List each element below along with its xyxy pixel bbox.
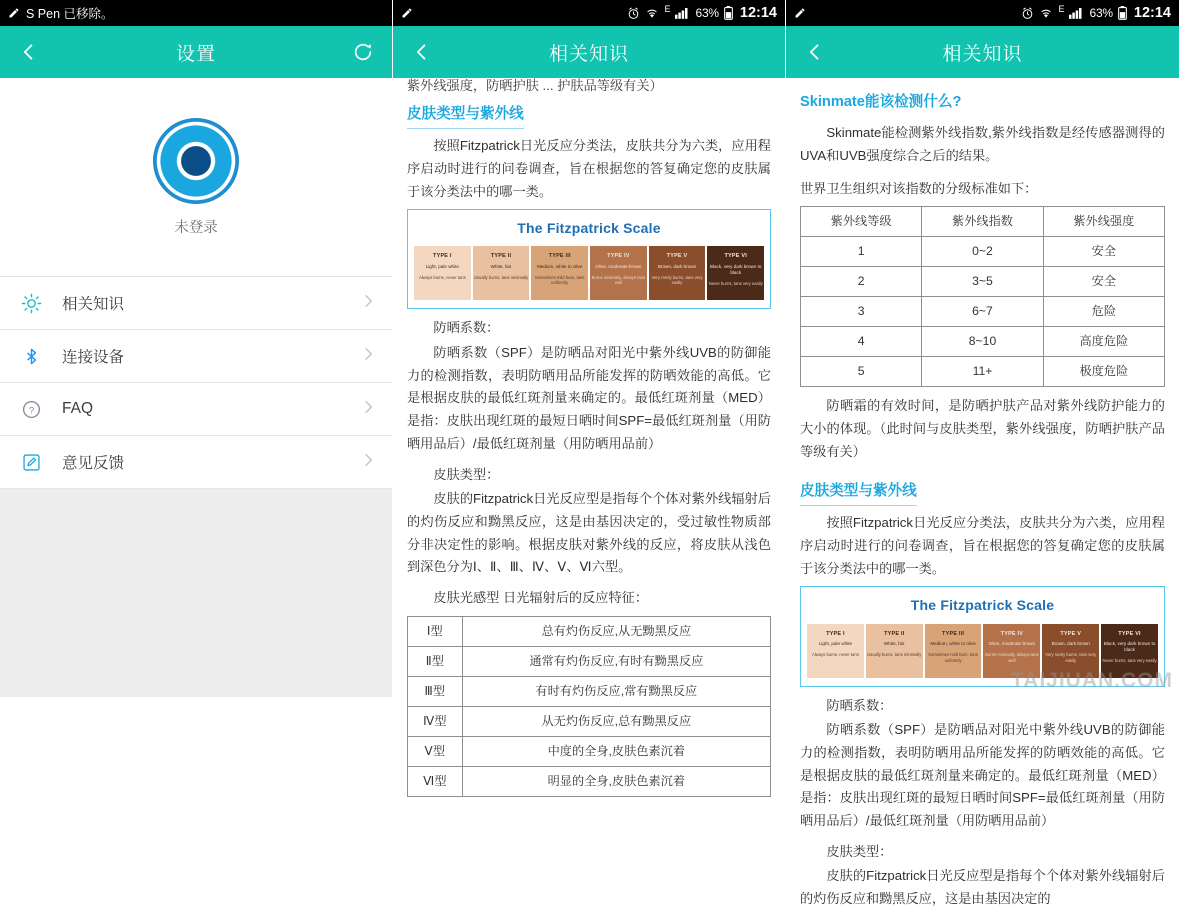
signal-icon xyxy=(1069,7,1084,19)
label-spf: 防晒系数： xyxy=(433,320,500,336)
cell-strength: 安全 xyxy=(1043,237,1164,267)
cell-desc: 中度的全身,皮肤色素沉着 xyxy=(462,736,770,766)
settings-menu xyxy=(0,277,392,489)
swatch-type-label: TYPE VI xyxy=(1118,630,1141,637)
swatch-type-label: TYPE IV xyxy=(607,253,630,260)
swatch-type-1 xyxy=(414,246,471,300)
swatch-type-label: TYPE III xyxy=(548,253,571,260)
label-skin-type: 皮肤类型： xyxy=(826,843,893,859)
wifi-icon xyxy=(1039,7,1053,19)
sidebar-item-connect-device[interactable] xyxy=(0,330,392,383)
table-caption: 皮肤光感型 日光辐射后的反应特征： xyxy=(433,590,649,606)
status-bar-3 xyxy=(786,0,1179,26)
swatch-type-label: TYPE V xyxy=(666,253,688,260)
svg-text:?: ? xyxy=(28,404,34,416)
swatch-desc: Very rarely burns, tans very easily xyxy=(651,274,703,286)
article-content-2[interactable] xyxy=(393,78,785,788)
battery-percent: 63% xyxy=(1089,6,1113,20)
swatch-sub-label: Black, very dark brown to black xyxy=(709,263,762,275)
chevron-left-icon xyxy=(19,42,39,62)
swatch-type-label: TYPE I xyxy=(826,630,845,637)
cell-strength: 高度危险 xyxy=(1043,327,1164,357)
cell-type: Ⅱ型 xyxy=(408,646,463,676)
column-header-level: 紫外线等级 xyxy=(801,207,922,237)
wifi-icon xyxy=(645,7,659,19)
sidebar-item-label: 相关知识 xyxy=(62,296,125,313)
sun-icon xyxy=(18,293,44,314)
app-bar-knowledge xyxy=(393,26,785,78)
empty-area xyxy=(0,489,392,697)
login-status-label: 未登录 xyxy=(174,219,218,236)
uv-index-table xyxy=(800,206,1165,387)
swatch-type-5 xyxy=(649,246,706,300)
swatch-desc: Sometimes mild burn, tans uniformly xyxy=(928,652,978,663)
question-icon xyxy=(18,399,44,420)
sidebar-item-knowledge[interactable] xyxy=(0,277,392,330)
swatch-sub-label: Medium, white to olive xyxy=(536,263,583,269)
swatch-desc: Burns minimally, always tans well xyxy=(985,652,1039,663)
chevron-right-icon xyxy=(360,399,376,420)
table-row xyxy=(801,297,1165,327)
paragraph-intro: Skinmate能检测紫外线指数,紫外线指数是经传感器测得的UVA和UVB强度综合之后的结果。 xyxy=(800,125,1165,163)
clock: 12:14 xyxy=(739,5,777,21)
paragraph-sunscreen: 防晒霜的有效时间，是防晒护肤产品对紫外线防护能力的大小的体现。（此时间与皮肤类型，紫外线强度，防晒护肤产品等级有关） xyxy=(800,398,1165,459)
swatch-type-1 xyxy=(807,624,864,678)
cell-level: 4 xyxy=(801,327,922,357)
status-notice: S Pen 已移除。 xyxy=(26,7,114,21)
appbar-spacer xyxy=(739,35,773,69)
chevron-right-icon xyxy=(360,452,376,473)
table-row xyxy=(408,676,771,706)
back-button[interactable] xyxy=(12,35,46,69)
swatch-type-3 xyxy=(531,246,588,300)
cell-index: 6~7 xyxy=(922,297,1043,327)
app-bar-settings xyxy=(0,26,392,78)
swatch-type-4 xyxy=(983,624,1040,678)
swatch-sub-label: Medium, white to olive xyxy=(930,640,976,646)
swatch-desc: Never burns, tans very easily xyxy=(1102,658,1157,664)
swatch-desc: Sometimes mild burn, tans uniformly xyxy=(534,274,585,286)
skin-reaction-table xyxy=(407,616,771,797)
cell-type: Ⅴ型 xyxy=(408,736,463,766)
section-heading-skin-type: 皮肤类型与紫外线 xyxy=(407,102,524,129)
cell-level: 3 xyxy=(801,297,922,327)
table-row xyxy=(801,237,1165,267)
paragraph-skin-type: 按照Fitzpatrick日光反应分类法，皮肤共分为六类，应用程序启动时进行的问卷调查，旨在根据您的答复确定您的皮肤属于该分类法中的哪一类。 xyxy=(800,515,1165,576)
swatch-type-label: TYPE IV xyxy=(1000,630,1024,637)
paragraph-skin-type: 按照Fitzpatrick日光反应分类法，皮肤共分为六类，应用程序启动时进行的问卷调查，旨在根据您的答复确定您的皮肤属于该分类法中的哪一类。 xyxy=(407,138,771,199)
swatch-sub-label: Brown, dark brown xyxy=(1051,640,1090,646)
refresh-button[interactable] xyxy=(346,35,380,69)
back-button[interactable] xyxy=(405,35,439,69)
swatch-desc: Very rarely burns, tans very easily xyxy=(1045,652,1097,663)
sidebar-item-faq[interactable] xyxy=(0,383,392,436)
clock: 12:14 xyxy=(1133,5,1171,21)
swatch-desc: Always burns, never tans xyxy=(418,274,466,280)
paragraph-skin-type-detail: 皮肤的Fitzpatrick日光反应型是指每个个体对紫外线辐射后的灼伤反应和黝黑反应，这是由基因决定的 xyxy=(800,868,1165,907)
back-button[interactable] xyxy=(798,35,832,69)
signal-icon xyxy=(675,7,690,19)
pen-icon xyxy=(794,7,806,19)
cell-strength: 极度危险 xyxy=(1043,357,1164,387)
chevron-left-icon xyxy=(805,42,825,62)
column-header-index: 紫外线指数 xyxy=(922,207,1043,237)
label-spf: 防晒系数： xyxy=(826,697,893,713)
table-row xyxy=(408,766,771,796)
battery-icon xyxy=(1118,6,1127,20)
chevron-right-icon xyxy=(360,346,376,367)
swatch-sub-label: Brown, dark brown xyxy=(657,263,697,269)
alarm-icon xyxy=(627,7,640,20)
section-heading-what-detect: Skinmate能该检测什么? xyxy=(800,94,962,110)
swatch-type-6 xyxy=(707,246,764,300)
fitzpatrick-scale-figure xyxy=(407,209,771,309)
cell-desc: 总有灼伤反应,从无黝黑反应 xyxy=(462,616,770,646)
swatch-type-label: TYPE V xyxy=(1060,630,1082,637)
figure-title: The Fitzpatrick Scale xyxy=(517,220,661,237)
page-title: 设置 xyxy=(175,43,216,65)
battery-percent: 63% xyxy=(695,6,719,20)
table-row xyxy=(801,357,1165,387)
paragraph-spf: 防晒系数（SPF）是防晒品对阳光中紫外线UVB的防御能力的检测指数，表明防晒用品所能发挥的防晒效能的高低。它是根据皮肤的最低红斑剂量来确定的。最低红斑剂量（MED）是指：皮肤出现红斑的最短日晒时间SPF=最低红斑剂量（用防晒用品后）/最低红斑剂量（用防晒用品前） xyxy=(407,344,771,451)
sidebar-item-label: 连接设备 xyxy=(62,349,125,366)
cell-desc: 从无灼伤反应,总有黝黑反应 xyxy=(462,706,770,736)
figure-swatch-row xyxy=(414,246,764,300)
alarm-icon xyxy=(1021,7,1034,20)
cell-level: 2 xyxy=(801,267,922,297)
label-skin-type: 皮肤类型： xyxy=(433,466,500,482)
swatch-type-3 xyxy=(925,624,982,678)
cell-type: Ⅲ型 xyxy=(408,676,463,706)
chevron-left-icon xyxy=(412,42,432,62)
swatch-sub-label: White, fair xyxy=(490,263,512,269)
swatch-sub-label: Light, pale white xyxy=(425,263,459,269)
phone-screen-settings xyxy=(0,0,393,697)
e-network-icon: E xyxy=(1058,4,1065,14)
refresh-icon xyxy=(352,41,374,63)
cell-index: 0~2 xyxy=(922,237,1043,267)
cell-strength: 危险 xyxy=(1043,297,1164,327)
swatch-sub-label: Olive, moderate brown xyxy=(595,263,642,269)
cell-type: Ⅳ型 xyxy=(408,706,463,736)
swatch-desc: Usually burns, tans minimally xyxy=(473,274,529,280)
e-network-icon: E xyxy=(664,4,671,14)
table-row xyxy=(801,327,1165,357)
table-row xyxy=(408,706,771,736)
swatch-sub-label: Light, pale white xyxy=(818,640,853,646)
swatch-desc: Always burns, never tans xyxy=(812,652,859,658)
cell-type: Ⅵ型 xyxy=(408,766,463,796)
paragraph-spf: 防晒系数（SPF）是防晒品对阳光中紫外线UVB的防御能力的检测指数，表明防晒用品所能发挥的防晒效能的高低。它是根据皮肤的最低红斑剂量来确定的。最低红斑剂量（MED）是指：皮肤出现红斑的最短日晒时间SPF=最低红斑剂量（用防晒用品后）/最低红斑剂量（用防晒用品前） xyxy=(800,722,1165,829)
clipped-text: 紫外线强度，防晒护肤 ... 护肤品等级有关） xyxy=(407,78,663,93)
swatch-sub-label: Black, very dark brown to black xyxy=(1103,640,1156,653)
app-logo-icon xyxy=(153,118,239,204)
app-bar-knowledge xyxy=(786,26,1179,78)
cell-level: 1 xyxy=(801,237,922,267)
account-area[interactable] xyxy=(0,78,392,276)
page-title: 相关知识 xyxy=(548,43,629,65)
swatch-type-6 xyxy=(1101,624,1158,678)
cell-desc: 通常有灼伤反应,有时有黝黑反应 xyxy=(462,646,770,676)
pen-icon xyxy=(8,7,20,19)
appbar-spacer xyxy=(1133,35,1167,69)
swatch-type-label: TYPE II xyxy=(884,630,905,637)
swatch-type-2 xyxy=(866,624,923,678)
table-row xyxy=(408,646,771,676)
status-bar-1 xyxy=(0,0,392,26)
table-row xyxy=(801,267,1165,297)
section-heading-skin-type: 皮肤类型与紫外线 xyxy=(800,479,917,506)
sidebar-item-feedback[interactable] xyxy=(0,436,392,489)
phone-screen-knowledge-2 xyxy=(786,0,1179,907)
bluetooth-icon xyxy=(18,346,44,367)
swatch-type-label: TYPE VI xyxy=(724,253,747,260)
swatch-type-4 xyxy=(590,246,647,300)
swatch-desc: Burns minimally, always tans well xyxy=(591,274,646,286)
figure-title: The Fitzpatrick Scale xyxy=(910,597,1055,614)
cell-index: 3~5 xyxy=(922,267,1043,297)
swatch-desc: Never burns, tans very easily xyxy=(708,281,763,287)
swatch-desc: Usually burns, tans minimally xyxy=(867,652,922,658)
watermark: TAIJIUAN.COM xyxy=(1010,669,1173,692)
feedback-pencil-icon xyxy=(18,452,44,473)
settings-body xyxy=(0,78,392,697)
fitzpatrick-scale-figure xyxy=(800,586,1165,686)
page-title: 相关知识 xyxy=(942,43,1023,65)
chevron-right-icon xyxy=(360,293,376,314)
swatch-type-label: TYPE II xyxy=(490,253,512,260)
swatch-type-label: TYPE III xyxy=(942,630,965,637)
label-who-standard: 世界卫生组织对该指数的分级标准如下： xyxy=(800,180,1038,196)
cell-level: 5 xyxy=(801,357,922,387)
table-row xyxy=(408,736,771,766)
swatch-sub-label: Olive, moderate brown xyxy=(988,640,1035,646)
swatch-type-2 xyxy=(473,246,530,300)
cell-index: 11+ xyxy=(922,357,1043,387)
cell-index: 8~10 xyxy=(922,327,1043,357)
swatch-type-label: TYPE I xyxy=(433,253,452,260)
cell-strength: 安全 xyxy=(1043,267,1164,297)
cell-type: Ⅰ型 xyxy=(408,616,463,646)
table-header-row xyxy=(801,207,1165,237)
table-row xyxy=(408,616,771,646)
cell-desc: 明显的全身,皮肤色素沉着 xyxy=(462,766,770,796)
sidebar-item-label: FAQ xyxy=(62,400,94,417)
phone-screen-knowledge-1 xyxy=(393,0,786,788)
swatch-sub-label: White, fair xyxy=(883,640,905,646)
paragraph-skin-type-detail: 皮肤的Fitzpatrick日光反应型是指每个个体对紫外线辐射后的灼伤反应和黝黑反应，这是由基因决定的，受过敏性物质部分非决定性的影响。根据皮肤对紫外线的反应，将皮肤从浅色到深色分为Ⅰ、Ⅱ、Ⅲ、Ⅳ、Ⅴ、Ⅵ六型。 xyxy=(407,491,771,575)
figure-swatch-row xyxy=(807,624,1158,678)
article-content-3[interactable] xyxy=(786,78,1179,907)
column-header-strength: 紫外线强度 xyxy=(1043,207,1164,237)
battery-icon xyxy=(724,6,733,20)
cell-desc: 有时有灼伤反应,常有黝黑反应 xyxy=(462,676,770,706)
swatch-type-5 xyxy=(1042,624,1099,678)
pen-icon xyxy=(401,7,413,19)
sidebar-item-label: 意见反馈 xyxy=(62,455,125,472)
status-bar-2 xyxy=(393,0,785,26)
